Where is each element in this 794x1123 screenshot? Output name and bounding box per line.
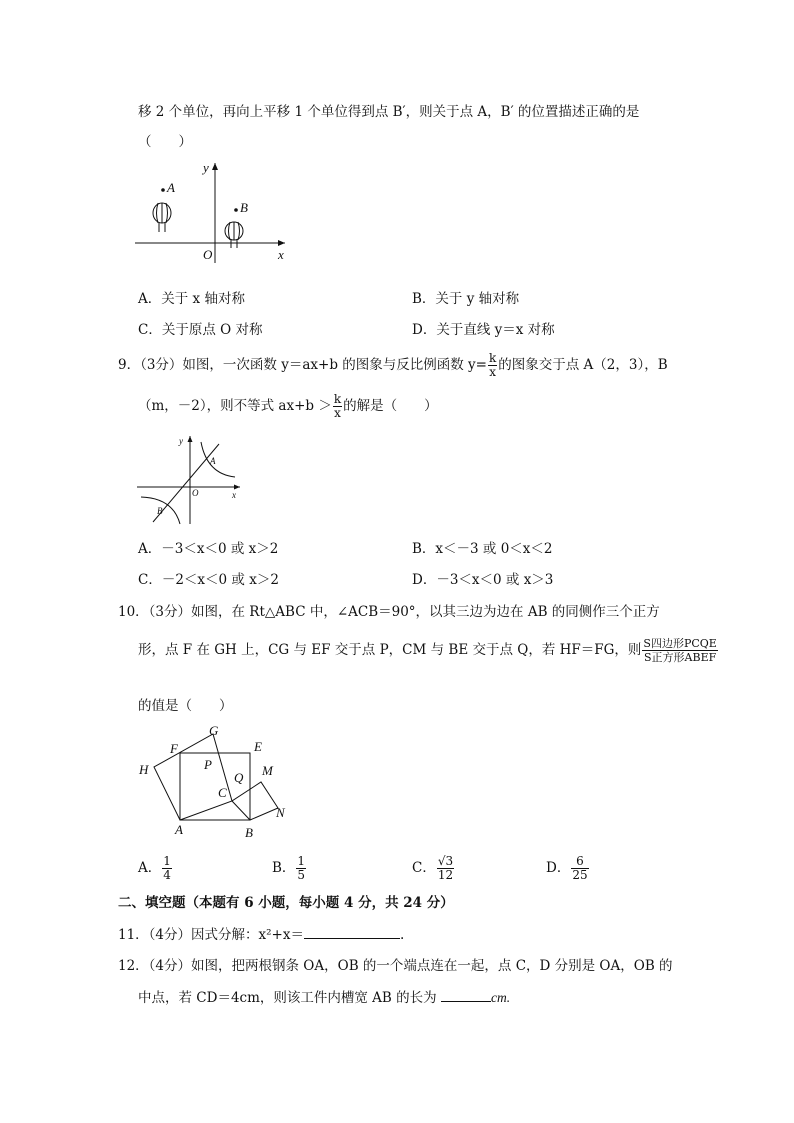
q9-stem-suffix: 的图象交于点 A（2，3），B	[498, 357, 668, 373]
q12-line2-text: 中点，若 CD＝4cm，则该工件内槽宽 AB 的长为	[138, 990, 437, 1006]
q10-option-d-den: 25	[572, 868, 588, 882]
lantern-b-icon	[225, 222, 243, 248]
q10-option-d-num: 6	[571, 855, 588, 869]
q10-option-a-frac	[162, 855, 172, 882]
q8-option-d: D．关于直线 y＝x 对称	[412, 322, 555, 338]
q10-option-a-label: A．	[138, 860, 162, 876]
q9-frac-num: k	[488, 351, 497, 365]
q9-stem-line2	[138, 393, 438, 420]
q10-ratio-num: S四边形PCQE	[643, 637, 717, 650]
q10-option-d-label: D．	[546, 860, 571, 876]
q10-label-e: E	[254, 739, 262, 754]
q9-label-y: y	[179, 436, 183, 446]
q9-fraction	[488, 352, 497, 379]
q10-label-b: B	[245, 825, 253, 840]
q8-label-x: x	[278, 247, 284, 262]
section-heading: 二、填空题（本题有 6 小题，每小题 4 分，共 24 分）	[118, 895, 454, 911]
q10-option-a	[138, 855, 173, 882]
q8-answer-paren: （ ）	[138, 134, 192, 150]
q9-label-x: x	[232, 490, 236, 500]
q10-option-b-num: 1	[297, 854, 306, 868]
q9-label-b: B	[157, 506, 163, 516]
q11-line	[118, 926, 404, 944]
q10-option-a-den: 4	[163, 868, 171, 882]
q9-line2-suffix: 的解是（ ）	[343, 398, 438, 414]
q9-option-a: A．－3＜x＜0 或 x＞2	[138, 541, 279, 557]
q10-label-q: Q	[234, 770, 244, 785]
q8-label-a: A	[167, 180, 175, 195]
q8-option-b: B．关于 y 轴对称	[412, 291, 520, 307]
q11-end: .	[399, 927, 405, 943]
q10-option-a-num: 1	[163, 854, 171, 868]
q9-label-a: A	[210, 456, 216, 466]
q10-line2-text: 形，点 F 在 GH 上，CG 与 EF 交于点 P，CM 与 BE 交于点 Q，若 HF＝FG，则	[138, 642, 642, 658]
q10-option-d-frac	[571, 855, 588, 882]
q10-label-g: G	[209, 723, 219, 738]
q10-label-p: P	[204, 757, 212, 772]
q11-answer-blank[interactable]	[304, 938, 400, 939]
q10-option-b-frac	[296, 855, 306, 882]
q12-unit: cm.	[490, 990, 511, 1005]
q8-stem-line: 移 2 个单位，再向上平移 1 个单位得到点 B′，则关于点 A，B′ 的位置描述正确的是	[138, 104, 640, 120]
q10-stem-line1: 10．（3分）如图，在 Rt△ABC 中，∠ACB＝90°，以其三边为边在 AB 的同侧作三个正方	[118, 604, 660, 620]
q9-option-c: C．－2＜x＜0 或 x＞2	[138, 572, 279, 588]
q9-fraction-2	[333, 393, 342, 420]
q9-frac2-den: x	[334, 406, 341, 420]
q12-answer-blank[interactable]	[441, 1001, 491, 1002]
q11-text: 11．（4分）因式分解：x²+x＝	[118, 927, 304, 943]
q9-frac-den: x	[489, 365, 497, 379]
q10-option-b	[272, 855, 307, 882]
q10-ratio-den: S正方形ABEF	[644, 651, 717, 664]
q10-option-c-frac	[437, 855, 454, 882]
q9-frac2-num: k	[333, 392, 342, 406]
q8-option-a: A．关于 x 轴对称	[138, 291, 245, 307]
q9-option-b: B．x＜－3 或 0＜x＜2	[412, 541, 553, 557]
q10-label-a: A	[175, 822, 183, 837]
q10-figure	[134, 720, 294, 842]
q10-label-n: N	[276, 805, 285, 820]
q12-line1: 12．（4分）如图，把两根钢条 OA，OB 的一个端点连在一起，点 C，D 分别是 OA，OB 的	[118, 958, 673, 974]
lantern-a-icon	[153, 203, 171, 232]
q10-ratio-fraction	[642, 637, 717, 664]
q10-option-c-den: 12	[437, 868, 454, 882]
q10-option-d	[546, 855, 590, 882]
q8-label-o: O	[203, 247, 213, 262]
q10-stem-line2	[138, 637, 719, 664]
q9-figure	[135, 432, 245, 527]
q10-label-m: M	[262, 763, 273, 778]
q8-label-y: y	[203, 160, 209, 175]
q10-option-c	[412, 855, 455, 882]
q8-figure	[130, 158, 300, 268]
q9-line2-prefix: （m，－2），则不等式 ax+b ＞	[138, 398, 332, 414]
q10-option-b-den: 5	[297, 868, 306, 882]
q10-label-f: F	[170, 741, 178, 756]
q9-stem-line1	[118, 352, 668, 379]
q8-label-b: B	[240, 200, 248, 215]
q10-option-b-label: B．	[272, 860, 296, 876]
q10-option-c-num: √3	[437, 854, 454, 868]
q10-stem-line3: 的值是（ ）	[138, 698, 233, 714]
q10-label-h: H	[139, 762, 149, 777]
q12-line2	[138, 989, 510, 1007]
q10-label-c: C	[218, 785, 227, 800]
q9-stem-prefix: 9．（3分）如图，一次函数 y＝ax+b 的图象与反比例函数 y=	[118, 357, 487, 373]
q9-option-d: D．－3＜x＜0 或 x＞3	[412, 572, 554, 588]
q8-option-c: C．关于原点 O 对称	[138, 322, 263, 338]
q9-label-o: O	[192, 488, 199, 498]
q10-option-c-label: C．	[412, 860, 436, 876]
